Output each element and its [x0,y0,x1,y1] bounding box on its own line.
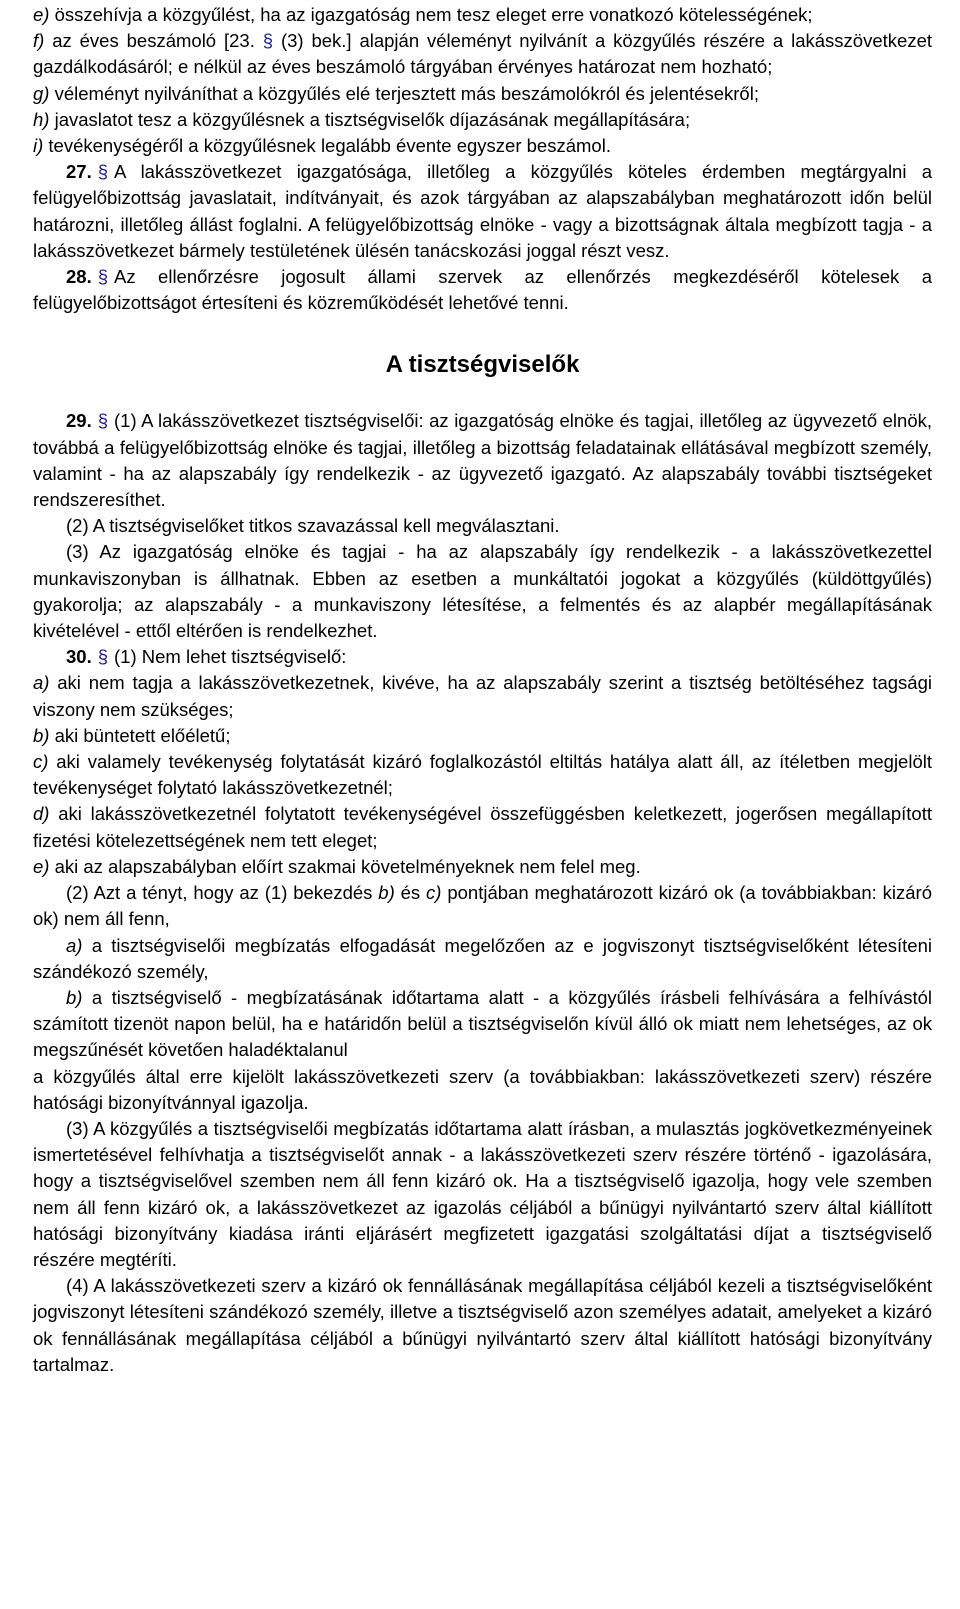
paragraph-text: és [394,882,427,904]
section-number: 29. [66,410,92,432]
point-letter: b) [66,986,83,1008]
point-letter: g) [33,82,50,104]
paragraph-text: összehívja a közgyűlést, ha az igazgatóság nem tesz eleget erre vonatkozó kötelességének; [49,4,813,25]
section-28 [33,264,932,316]
paragraph-text: a tisztségviselői megbízatás elfogadását megelőzően az e jogviszonyt tisztségviselőként létesíteni szándékozó személy, [33,934,932,982]
point-letter: a) [33,672,50,694]
paragraph-30-2-closing: a közgyűlés által erre kijelölt lakásszövetkezeti szerv (a továbbiakban: lakásszövetkezeti szerv) részére hatósági bizonyítvánnyal igazolja. [33,1065,932,1113]
paragraph-point-f [33,28,932,80]
paragraph-text: aki büntetett előéletű; [49,724,231,746]
point-letter: c) [33,751,49,773]
section-30 [33,644,932,670]
paragraph-point-d [33,801,932,853]
point-letter: b) [33,724,50,746]
section-29 [33,408,932,513]
section-number: 30. [66,646,92,668]
paragraph-text: javaslatot tesz a közgyűlésnek a tisztségviselők díjazásának megállapítására; [49,108,691,130]
chapter-heading: A tisztségviselők [385,351,580,379]
point-letter: f) [33,30,45,52]
paragraph-text: (3) bek.] alapján véleményt nyilvánít a közgyűlés részére a lakásszövetkezet gazdálkodásáról; e nélkül az éves beszámoló tárgyában érvényes határozat nem hozható; [33,30,932,78]
section-link-symbol[interactable]: § [97,410,109,432]
paragraph-text: aki nem tagja a lakásszövetkezetnek, kivéve, ha az alapszabály szerint a tisztség betöltéséhez tagsági viszony nem szükséges; [33,672,932,720]
paragraph-point-b [33,723,932,749]
paragraph-point-c [33,749,932,801]
paragraph-point-e-2 [33,854,932,880]
section-link-symbol[interactable]: § [97,646,109,668]
paragraph-point-g [33,81,932,107]
paragraph-30-2-b [33,985,932,1064]
point-letter: e) [33,4,50,25]
paragraph-text: A lakásszövetkezet igazgatósága, illetőleg a közgyűlés köteles érdemben megtárgyalni a felügyelőbizottság javaslatait, indítványait, és azok tárgyában az alapszabályban meghatározott időn belül határozni, illetőleg állást foglalni. A felügyelőbizottság elnöke - vagy a bizottságnak általa megbízott tagja - a lakásszövetkezet bármely testületének ülésén tanácskozási joggal részt vesz. [33,161,932,261]
paragraph-text: (1) A lakásszövetkezet tisztségviselői: az igazgatóság elnöke és tagjai, illetőleg az ügyvezető elnök, továbbá a felügyelőbizottság elnöke és tagjai, illetőleg a bizottság feladatainak ellátásával megbízott személy, valamint - ha az alapszabály így rendelkezik - az ügyvezető igazgató. Az alapszabály további tisztségeket rendszeresíthet. [33,410,932,511]
paragraph-point-h [33,107,932,133]
paragraph-text: a tisztségviselő - megbízatásának időtartama alatt - a közgyűlés írásbeli felhívására a felhívástól számított tizenöt napon belül, ha e határidőn belül a tisztségviselőn kívül álló ok miatt nem lehetséges, az ok megszűnését követően haladéktalanul [33,986,932,1061]
paragraph-point-a [33,670,932,722]
section-reference-symbol[interactable]: § [262,30,274,52]
paragraph-30-2 [33,880,932,932]
paragraph-text: (1) Nem lehet tisztségviselő: [114,646,347,668]
paragraph-text: az éves beszámoló [23. [44,30,263,52]
point-letter: d) [33,803,50,825]
paragraph-text: tevékenységéről a közgyűlésnek legalább évente egyszer beszámol. [43,135,611,157]
point-letter: i) [33,135,44,157]
paragraph-text: aki valamely tevékenység folytatását kizáró foglalkozástól eltiltás hatálya alatt áll, az ítéletben megjelölt tevékenységet folytató lakásszövetkezetnél; [33,751,932,799]
point-letter: h) [33,108,50,130]
section-27 [33,159,932,264]
point-reference: b) [378,882,395,904]
paragraph-point-e [33,2,932,28]
point-letter: e) [33,855,50,877]
paragraph-30-3: (3) A közgyűlés a tisztségviselői megbízatás időtartama alatt írásban, a mulasztás jogkövetkezményeinek ismertetésével felhívhatja a tisztségviselőt annak - a lakásszövetkezeti szerv részére történő - igazolására, hogy a tisztségviselővel szemben nem áll fenn kizáró ok. Ha a tisztségviselő igazolja, hogy vele szemben nem áll fenn kizáró ok, a lakásszövetkezet az igazolás céljából a bűnügyi nyilvántartó szerv által kiállított hatósági bizonyítvány kiadása iránti eljárásért megfizetett igazgatási szolgáltatási díjat a tisztségviselő részére megtéríti. [33,1117,932,1270]
paragraph-text: Az ellenőrzésre jogosult állami szervek az ellenőrzés megkezdéséről kötelesek a felügyelőbizottságot értesíteni és közreműködését lehetővé tenni. [33,266,932,314]
section-number: 28. [66,266,92,288]
paragraph-29-2: (2) A tisztségviselőket titkos szavazással kell megválasztani. [66,515,560,537]
section-number: 27. [66,161,92,183]
paragraph-text: aki az alapszabályban előírt szakmai követelményeknek nem felel meg. [49,855,641,877]
paragraph-text: véleményt nyilváníthat a közgyűlés elé terjesztett más beszámolókról és jelentésekről; [49,82,759,104]
paragraph-text: aki lakásszövetkezetnél folytatott tevékenységével összefüggésben keletkezett, jogerősen megállapított fizetési kötelezettségének nem tett eleget; [33,803,932,851]
paragraph-text: (2) Azt a tényt, hogy az (1) bekezdés [66,882,379,904]
point-reference: c) [426,882,442,904]
section-link-symbol[interactable]: § [97,161,109,183]
point-letter: a) [66,934,83,956]
paragraph-30-4: (4) A lakásszövetkezeti szerv a kizáró ok fennállásának megállapítása céljából kezeli a tisztségviselőként jogviszonyt létesíteni szándékozó személy, illetve a tisztségviselő azon személyes adatait, amelyeket a kizáró ok fennállásának megállapítása céljából a bűnügyi nyilvántartó szerv által kiállított hatósági bizonyítvány tartalmaz. [33,1275,932,1375]
paragraph-point-i [33,133,932,159]
section-link-symbol[interactable]: § [97,266,109,288]
paragraph-29-3: (3) Az igazgatóság elnöke és tagjai - ha az alapszabály így rendelkezik - a lakásszövetkezettel munkaviszonyban is állhatnak. Ebben az esetben a munkáltatói jogokat a közgyűlés (küldöttgyűlés) gyakorolja; az alapszabály - a munkaviszony létesítése, a felmentés és az alapbér megállapításának kivételével - ettől eltérően is rendelkezhet. [33,541,932,642]
paragraph-text: pontjában meghatározott kizáró ok (a továbbiakban: kizáró ok) nem áll fenn, [33,882,932,930]
paragraph-30-2-a [33,933,932,985]
